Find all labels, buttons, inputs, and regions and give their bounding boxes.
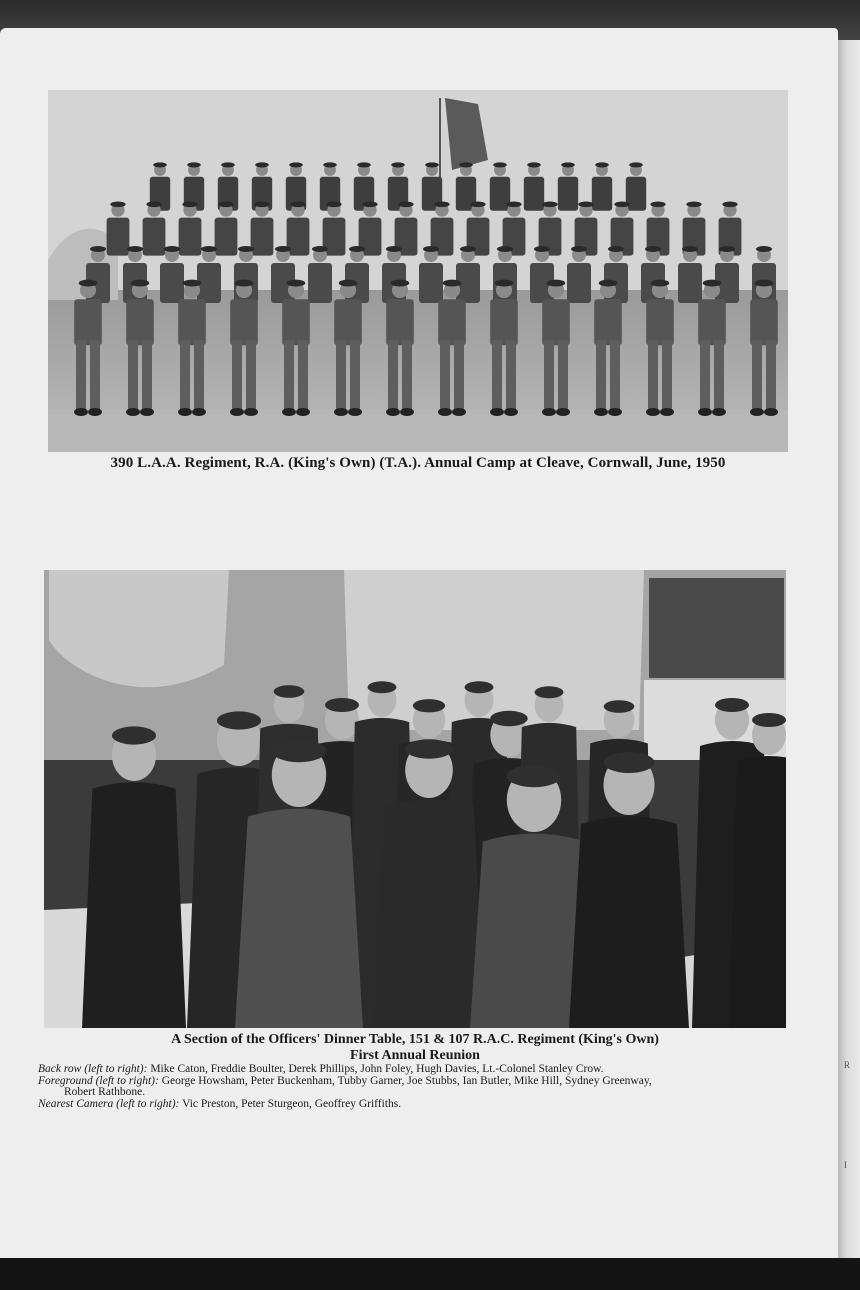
nearest-camera-names — [38, 1099, 798, 1111]
adjacent-page-edge: R I — [838, 40, 860, 1280]
group-photo-soldiers-icon — [48, 90, 788, 452]
dinner-caption-line1: A Section of the Officers' Dinner Table, 151 & 107 R.A.C. Regiment (King's Own) — [171, 1032, 659, 1047]
names-list — [38, 1064, 798, 1110]
foreground-text-cont: Robert Rathbone. — [64, 1086, 146, 1098]
dinner-photo-caption — [44, 1032, 786, 1064]
group-photo-caption: 390 L.A.A. Regiment, R.A. (King's Own) (T.A.). Annual Camp at Cleave, Cornwall, June, 1950 — [110, 455, 726, 471]
foreground-text: George Howsham, Peter Buckenham, Tubby Garner, Joe Stubbs, Ian Butler, Mike Hill, Sydney Greenway, — [161, 1074, 652, 1087]
group-photo — [48, 90, 788, 452]
foreground-label: Foreground (left to right): — [38, 1074, 159, 1087]
dinner-photo — [44, 570, 786, 1028]
book-shadow-bottom — [0, 1258, 860, 1290]
back-row-label: Back row (left to right): — [38, 1063, 148, 1075]
dinner-caption-line2: First Annual Reunion — [350, 1048, 480, 1063]
dinner-photo-officers-icon — [44, 570, 786, 1028]
back-row-text: Mike Caton, Freddie Boulter, Derek Phillips, John Foley, Hugh Davies, Lt.-Colonel Stanley Crow. — [150, 1063, 604, 1075]
nearest-camera-label: Nearest Camera (left to right): — [38, 1097, 180, 1110]
foreground-names — [38, 1076, 798, 1088]
nearest-camera-text: Vic Preston, Peter Sturgeon, Geoffrey Griffiths. — [182, 1097, 402, 1110]
